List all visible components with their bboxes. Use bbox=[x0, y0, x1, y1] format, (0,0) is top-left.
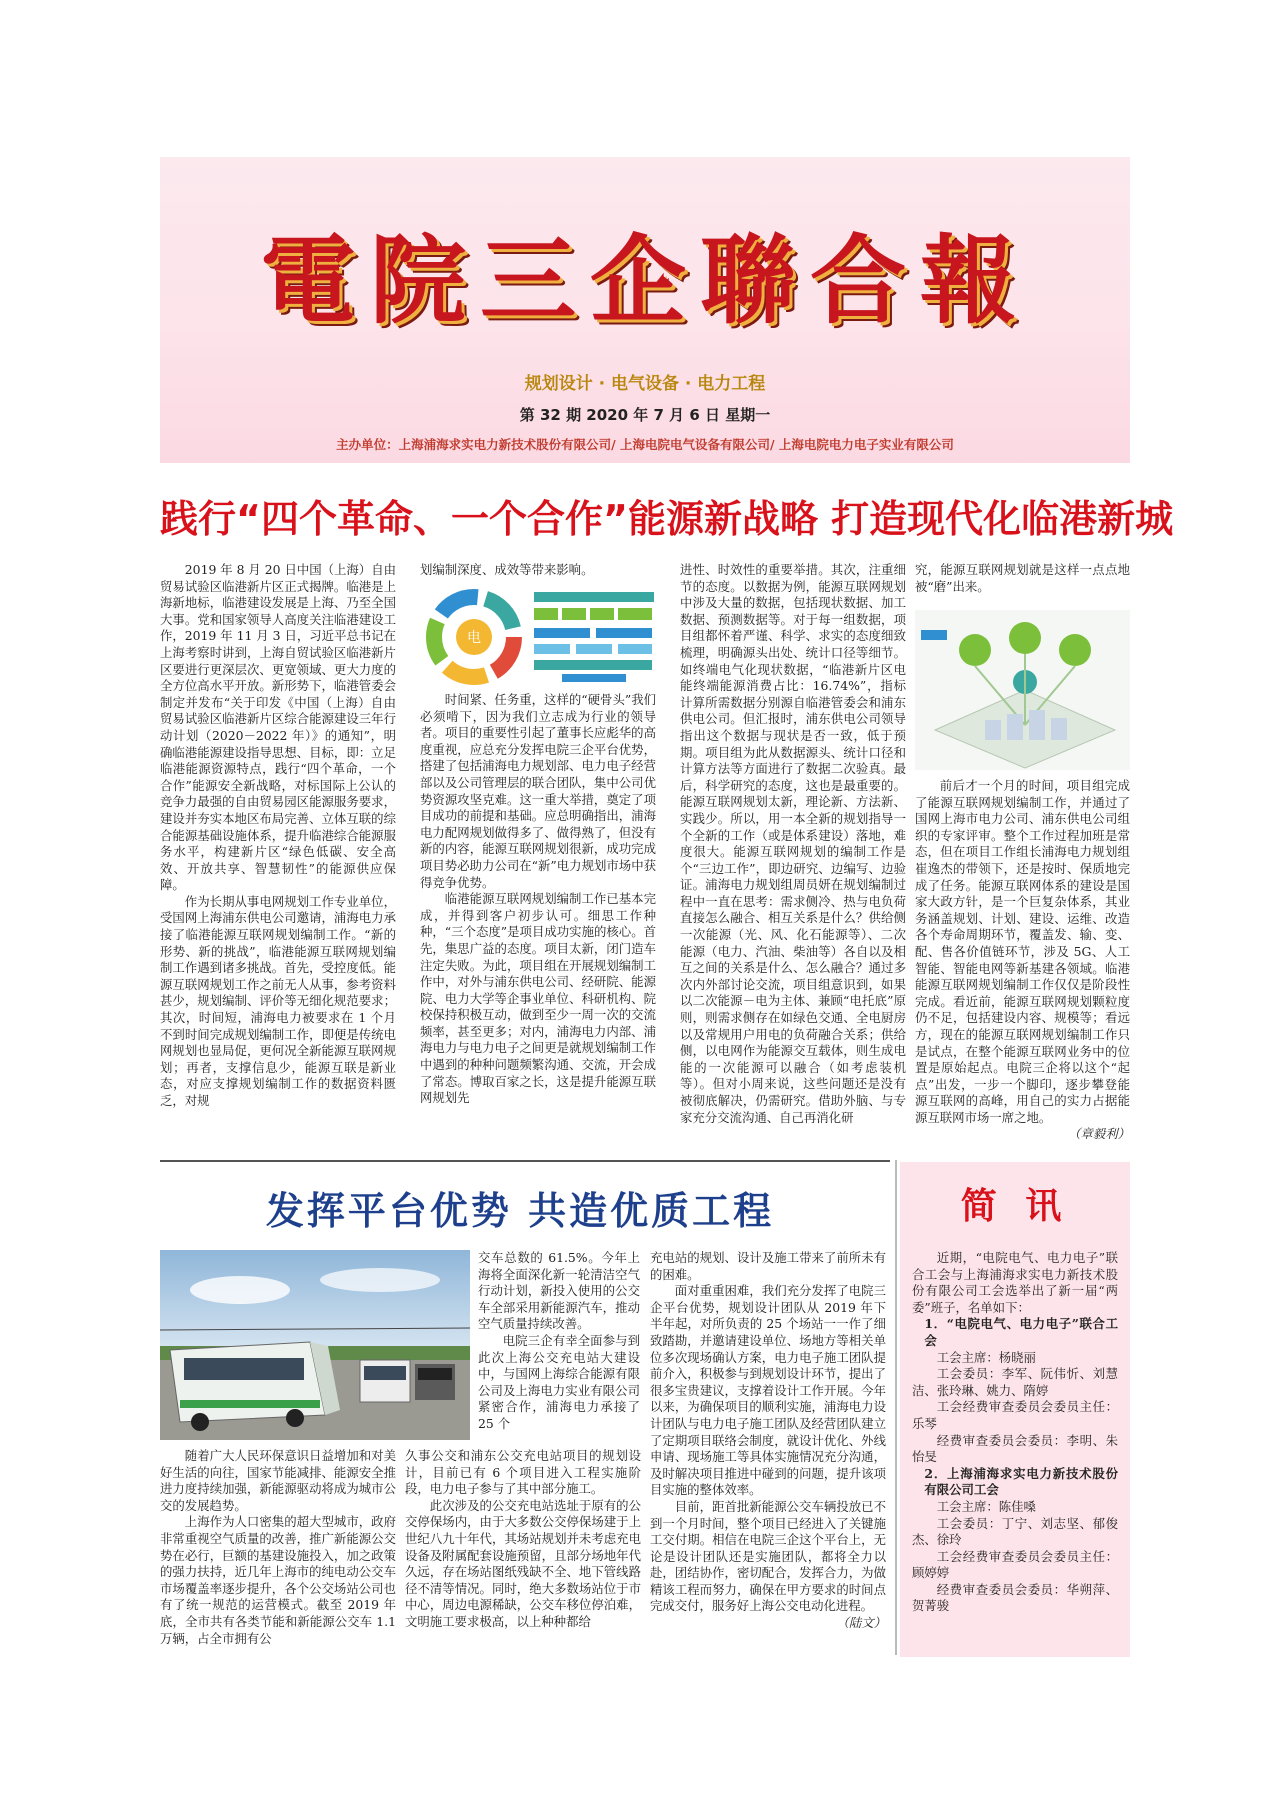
paragraph: 交车总数的 61.5%。今年上海将全面深化新一轮清洁空气行动计划，新投入使用的公交车全部采用新能源汽车，推动空气质量持续改善。 bbox=[478, 1250, 640, 1332]
article2-column-2 bbox=[405, 1448, 641, 1663]
brief-section-heading: 1．“电院电气、电力电子”联合工会 bbox=[924, 1316, 1118, 1348]
bus-depot-photo bbox=[160, 1250, 470, 1440]
brief-line: 经费审查委员会委员：李明、朱怡旻 bbox=[912, 1432, 1118, 1465]
brief-line: 工会委员：丁宁、刘志坚、郁俊杰、徐玲 bbox=[912, 1515, 1118, 1548]
article2-column-1 bbox=[160, 1448, 396, 1663]
sponsor-line: 主办单位：上海浦海求实电力新技术股份有限公司/ 上海电院电气设备有限公司/ 上海电院电力电子实业有限公司 bbox=[336, 437, 954, 452]
article1-byline: （章毅利） bbox=[1068, 1126, 1130, 1142]
article1-column-4 bbox=[915, 778, 1130, 1152]
paragraph: 久事公交和浦东公交充电站项目的规划设计，目前已有 6 个项目进入工程实施阶段，电力电子参与了其中部分施工。 bbox=[405, 1448, 641, 1497]
paragraph: 目前，距首批新能源公交车辆投放已不到一个月时间，整个项目已经进入了关键施工交付期。相信在电院三企这个平台上，无论是设计团队还是实施团队，都将全力以赴，团结协作，密切配合，发挥合力，为做精该工程而努力，确保在甲方要求的时间点完成交付，服务好上海公交电动化进程。 bbox=[650, 1498, 886, 1614]
newspaper-subtitle: 规划设计 · 电气设备 · 电力工程 bbox=[524, 374, 766, 394]
article2-headline: 发挥平台优势 共造优质工程 bbox=[265, 1189, 775, 1233]
paragraph: 临港能源互联网规划编制工作已基本完成，并得到客户初步认可。细思工作种种，“三个态度”是项目成功实施的核心。首先，集思广益的态度。项目太新，闭门造车注定失败。为此，项目组在开展规划编制工作中，对外与浦东供电公司、经研院、能源院、电力大学等企事业单位、科研机构、院校保持积极互动，做到至少一周一次的交流频率，甚至更多；对内，浦海电力内部、浦海电力与电力电子之间更是就规划编制工作中遇到的种种问题频繁沟通、交流，开会成了常态。博取百家之长，这是提升能源互联网规划先 bbox=[420, 891, 656, 1106]
article2-byline: （陆文） bbox=[836, 1615, 886, 1631]
brief-line: 工会委员：李军、阮伟忻、刘慧洁、张玲琳、姚力、隋婷 bbox=[912, 1366, 1118, 1398]
paragraph: 面对重重困难，我们充分发挥了电院三企平台优势，规划设计团队从 2019 年下半年起，对所负责的 25 个场站一一作了细致踏勘，并邀请建设单位、场地方等相关单位多次现场确认方案，电力电子施工团队提前介入，积极参与到规划设计环节，提出了很多宝贵建议，支撑着设计工作开展。今年以来，为确保项目的顺利实施，浦海电力设计团队与电力电子施工团队及经营团队建立了定期项目联络会制度，就设计优化、外线申请、现场施工等具体实施情况充分沟通，及时解决项目推进中碰到的问题，提升该项目实施的整体效率。 bbox=[650, 1283, 886, 1498]
article1-column-2 bbox=[420, 692, 656, 1152]
article2-column-beside-photo bbox=[478, 1250, 640, 1442]
brief-section-heading: 2．上海浦海求实电力新技术股份有限公司工会 bbox=[924, 1465, 1118, 1498]
energy-ring-diagram bbox=[420, 588, 528, 686]
article1-column-4-top bbox=[915, 562, 1130, 598]
brief-news-body bbox=[912, 1250, 1118, 1655]
newspaper-title: 電院三企聯合報 bbox=[260, 225, 1030, 337]
article1-headline: 践行“四个革命、一个合作”能源新战略 打造现代化临港新城 bbox=[160, 497, 1174, 541]
energy-internet-svg bbox=[915, 610, 1130, 770]
brief-line: 工会主席：陈佳嗓 bbox=[936, 1498, 1036, 1514]
paragraph: 随着广大人民环保意识日益增加和对美好生活的向往，国家节能减排、能源安全推进力度持续加强，新能源驱动将成为城市公交的发展趋势。 bbox=[160, 1448, 396, 1513]
article2-column-3 bbox=[650, 1250, 886, 1663]
paragraph: 充电站的规划、设计及施工带来了前所未有的困难。 bbox=[650, 1250, 886, 1282]
paragraph: 作为长期从事电网规划工作专业单位，受国网上海浦东供电公司邀请，浦海电力承接了临港能源互联网规划编制工作。“新的形势、新的挑战”，临港能源互联网规划编制工作遇到诸多挑战。首先，受控度低。能源互联网规划工作之前无人从事，参考资料甚少，规划编制、评价等无细化规范要求；其次，时间短，浦海电力被要求在 1 个月不到时间完成规划编制工作，即便是传统电网规划也显局促，更何况全新能源互联网规划；再者，支撑信息少，能源互联是新业态，对应支撑规划编制工作的数据资料匮乏，对规 bbox=[160, 893, 396, 1108]
flow-chart-svg bbox=[532, 588, 656, 686]
flow-chart-diagram bbox=[532, 588, 656, 686]
paragraph: 究，能源互联网规划就是这样一点点地被“磨”出来。 bbox=[915, 562, 1130, 594]
article1-column-1 bbox=[160, 562, 396, 1152]
paragraph: 划编制深度、成效等带来影响。 bbox=[420, 562, 594, 577]
brief-intro: 近期，“电院电气、电力电子”联合工会与上海浦海求实电力新技术股份有限公司工会选举出了新一届“两委”班子，名单如下： bbox=[912, 1250, 1118, 1315]
brief-line: 工会主席：杨晓丽 bbox=[936, 1349, 1036, 1365]
brief-line: 工会经费审查委员会委员主任：顾婷婷 bbox=[912, 1548, 1118, 1581]
bus-photo-svg bbox=[160, 1250, 470, 1440]
masthead bbox=[160, 157, 1130, 463]
energy-ring-svg bbox=[420, 588, 528, 686]
paragraph: 此次涉及的公交充电站选址于原有的公交停保场内，由于大多数公交停保场建于上世纪八九十年代，其场站规划并未考虑充电设备及附属配套设施预留，且部分场地年代久远，存在场站图纸残缺不全、地下管线路径不清等情况。同时，绝大多数场站位于市中心，周边电源稀缺，公交车移位停泊难，文明施工要求极高，以上种种都给 bbox=[405, 1497, 641, 1629]
brief-news-title: 简 讯 bbox=[960, 1186, 1070, 1227]
column-divider bbox=[895, 1160, 897, 1655]
brief-line: 经费审查委员会委员：华朔萍、贺菁骏 bbox=[912, 1581, 1118, 1614]
section-divider bbox=[160, 1160, 890, 1162]
article1-column-2-top bbox=[420, 562, 656, 582]
energy-internet-illustration bbox=[915, 610, 1130, 770]
paragraph: 时间紧、任务重，这样的“硬骨头”我们必须啃下，因为我们立志成为行业的领导者。项目的重要性引起了董事长应彪华的高度重视，应总充分发挥电院三企平台优势，搭建了包括浦海电力规划部、电力电子经营部以及公司管理层的联合团队，集中公司优势资源攻坚克难。这一重大举措，奠定了项目成功的前提和基础。应总明确指出，浦海电力配网规划做得多了、做得熟了，但没有新的内容，能源互联网规划很新，成功完成项目势必助力公司在“新”电力规划市场中获得竞争优势。 bbox=[420, 692, 656, 890]
paragraph: 上海作为人口密集的超大型城市，政府非常重视空气质量的改善，推广新能源公交势在必行，巨额的基建设施投入，加之政策的强力扶持，近几年上海市的纯电动公交车市场覆盖率逐步提升，各个公交场站公司也有了统一规范的运营模式。截至 2019 年底，全市共有各类节能和新能源公交车 1.1 万辆，占全市拥有公 bbox=[160, 1514, 396, 1646]
paragraph: 进性、时效性的重要举措。其次，注重细节的态度。以数据为例，能源互联网规划中涉及大量的数据，包括现状数据、加工数据、预测数据等。对于每一组数据，项目组都怀着严谨、科学、求实的态度细致梳理，明确源头出处、统计口径等细节。如终端电气化现状数据，“临港新片区电能终端能源消费占比：16.74%”，指标计算所需数据分别源自临港管委会和浦东供电公司。但汇报时，浦东供电公司领导指出这个数据与现状是否一致，低于预期。项目组为此从数据源头、统计口径和计算方法等方面进行了数据二次验真。最后，科学研究的态度，这也是最重要的。能源互联网规划太新，理论新、方法新、实践少。所以，用一本全新的规划指导一个全新的工作（或是体系建设）落地，难度很大。能源互联网规划的编制工作是个“三边工作”，即边研究、边编写、边验证。浦海电力规划组周员妍在规划编制过程中一直在思考：需求侧冷、热与电负荷直接怎么融合、相互关系是什么？供给侧一次能源（光、风、化石能源等）、二次能源（电力、汽油、柴油等）各自以及相互之间的关系是什么、怎么融合？通过多次内外部讨论交流，项目组意识到，如果以二次能源－电为主体、兼顾“电托底”原则，则需求侧存在如绿色交通、全电厨房以及常规用户用电的负荷融合关系；供给侧，以电网作为能源交互载体，则生成电能的一次能源可以融合（如考虑装机等）。但对小周来说，这些问题还是没有被彻底解决，仍需研究。借助外脑、与专家充分交流沟通、自己再消化研 bbox=[680, 562, 906, 1125]
ring-center-label: 电 bbox=[467, 630, 481, 646]
brief-line: 工会经费审查委员会委员主任：乐琴 bbox=[912, 1399, 1118, 1431]
paragraph: 电院三企有幸全面参与到此次上海公交充电站大建设中，与国网上海综合能源有限公司及上海电力实业有限公司紧密合作，浦海电力承接了 25 个 bbox=[478, 1332, 640, 1431]
issue-line: 第 32 期 2020 年 7 月 6 日 星期一 bbox=[519, 406, 771, 424]
paragraph: 2019 年 8 月 20 日中国（上海）自由贸易试验区临港新片区正式揭牌。临港是上海新地标，临港建设发展是上海、乃至全国大事。党和国家领导人高度关注临港建设工作，2019 年 11 月 3 日，习近平总书记在上海考察时讲到，上海自贸试验区临港新片区要进行更深层次、更宽领域、更大力度的全方位高水平开放。新形势下，临港管委会制定并发布“关于印发《中国（上海）自由贸易试验区临港新片区综合能源建设三年行动计划（2020－2022 年）》的通知”，明确临港能源建设指导思想、目标，即：立足临港能源资源特点，践行“四个革命，一个合作”能源安全新战略，对标国际上公认的竞争力最强的自由贸易园区能源服务要求，建设并夯实本地区布局完善、立体互联的综合能源基础设施体系，提升临港综合能源服务水平，构建新片区“绿色低碳、安全高效、开放共享、智慧韧性”的能源供应保障。 bbox=[160, 562, 396, 893]
article1-column-3 bbox=[680, 562, 906, 1152]
paragraph: 前后才一个月的时间，项目组完成了能源互联网规划编制工作，并通过了国网上海市电力公司、浦东供电公司组织的专家评审。整个工作过程加班是常态，但在项目工作组长浦海电力规划组崔逸杰的带领下，还是按时、保质地完成了任务。能源互联网体系的建设是国家大政方针，是一个巨复杂体系，其业务涵盖规划、计划、建设、运维、改造各个寿命周期环节，覆盖发、输、变、配、售各价值链环节，涉及 5G、人工智能、智能电网等新基建各领域。临港能源互联网规划编制工作仅仅是阶段性完成。看近前，能源互联网规划颗粒度仍不足，包括建设内容、规模等；看远方，现在的能源互联网规划编制工作只是试点，在整个能源互联网业务中的位置是原始起点。电院三企将以这个“起点”出发，一步一个脚印，逐步攀登能源互联网的高峰，用自己的实力占据能源互联网市场一席之地。 bbox=[915, 778, 1130, 1125]
